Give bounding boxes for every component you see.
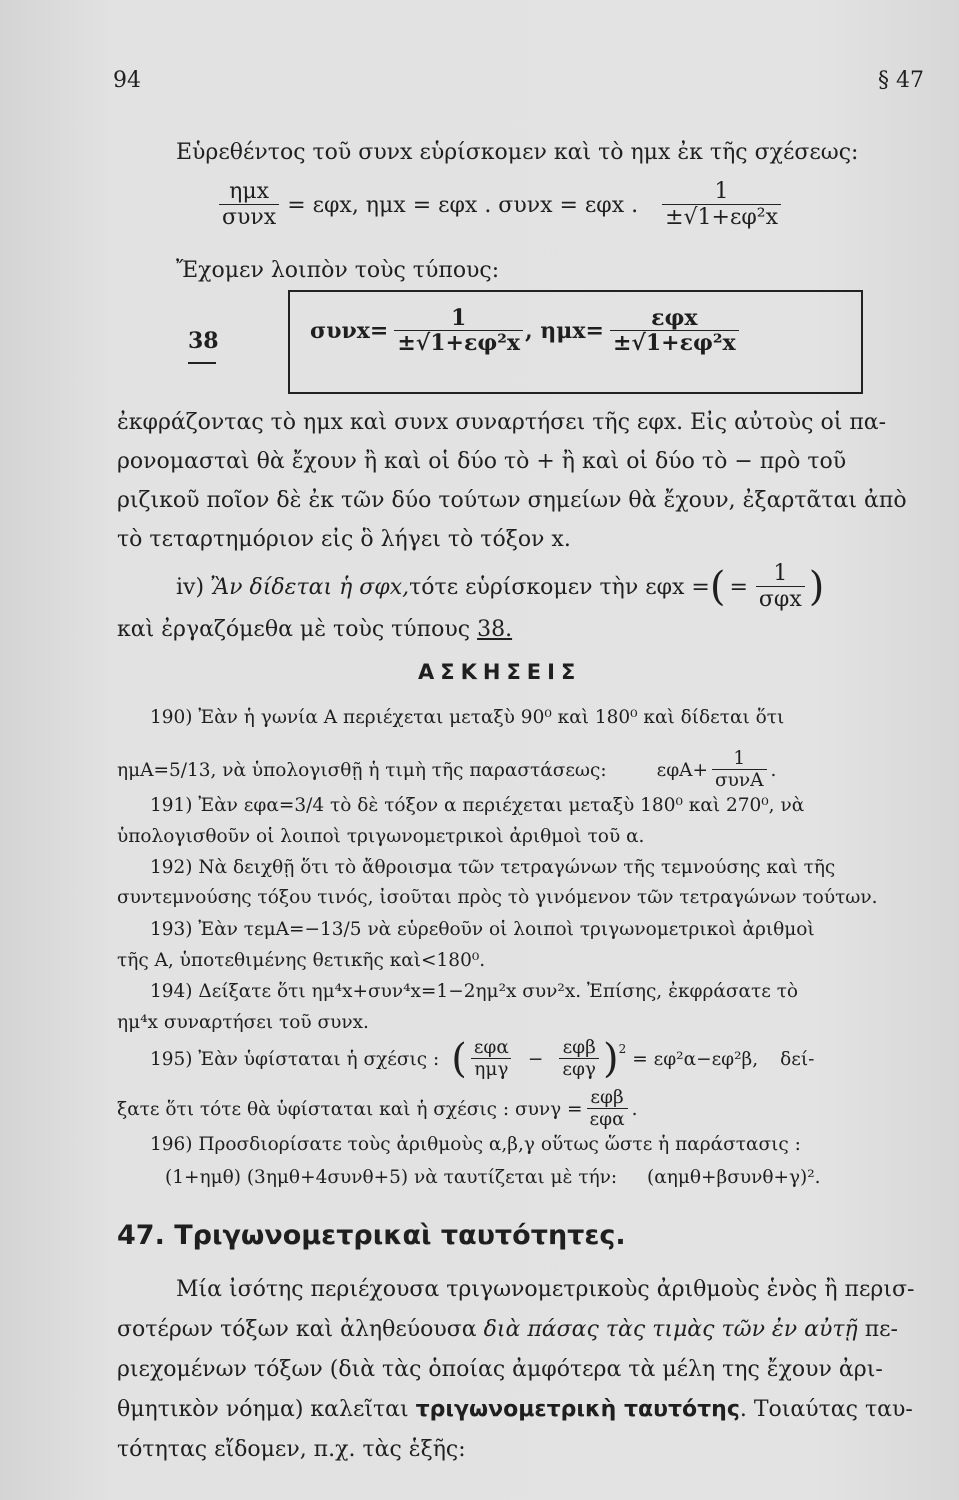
fraction-denominator: ±√1+εφ²x bbox=[394, 330, 523, 356]
section-paragraph-line: τότητας εἴδομεν, π.χ. τὰς ἑξῆς: bbox=[117, 1437, 466, 1462]
exercise-190-line1: 190) Ἐὰν ἡ γωνία Α περιέχεται μεταξὺ 90⁰ καὶ 180⁰ καὶ δίδεται ὅτι bbox=[150, 707, 785, 728]
cos-fraction bbox=[394, 306, 523, 356]
section-paragraph-line: Μία ἰσότης περιέχουσα τριγωνομετρικοὺς ἀριθμοὺς ἑνὸς ἢ περισ- bbox=[176, 1277, 915, 1302]
exercise-text: ξατε ὅτι τότε θὰ ὑφίσταται καὶ ἡ σχέσις : συνγ = bbox=[117, 1098, 583, 1120]
fraction-numerator: ημx bbox=[229, 179, 270, 204]
exercise-195-line2 bbox=[117, 1088, 637, 1131]
fraction-numerator: εφβ bbox=[562, 1037, 596, 1058]
formula-number-text: 38 bbox=[188, 328, 219, 354]
exercise-191-line2: ὑπολογισθοῦν οἱ λοιποὶ τριγωνομετρικοὶ ἀριθμοὶ τοῦ α. bbox=[117, 826, 645, 847]
exercise-rhs: = εφ²α−εφ²β, bbox=[632, 1048, 759, 1070]
section-heading: 47. Τριγωνομετρικαὶ ταυτότητες. bbox=[117, 1220, 626, 1251]
case-text: τότε εὑρίσκομεν τὴν εφx = bbox=[409, 574, 710, 600]
open-paren: ( bbox=[709, 564, 726, 611]
exercise-rhs: (αημθ+βσυνθ+γ)². bbox=[647, 1167, 821, 1188]
exercise-196-line1: 196) Προσδιορίσατε τοὺς ἀριθμοὺς α,β,γ οὕτως ὥστε ἡ παράστασις : bbox=[150, 1134, 801, 1155]
exercise-193-line2: τῆς Α, ὑποτεθιμένης θετικῆς καὶ<180⁰. bbox=[117, 950, 486, 971]
exercise-194-line1: 194) Δείξατε ὅτι ημ⁴x+συν⁴x=1−2ημ²x συν²x. Ἐπίσης, ἐκφράσατε τὸ bbox=[150, 981, 799, 1002]
exercise-193-line1: 193) Ἐὰν τεμΑ=−13/5 νὰ εὑρεθοῦν οἱ λοιποὶ τριγωνομετρικοὶ ἀριθμοὶ bbox=[150, 919, 815, 940]
intro-line: Εὑρεθέντος τοῦ συνx εὑρίσκομεν καὶ τὸ ημx ἐκ τῆς σχέσεως: bbox=[176, 140, 859, 165]
paragraph-line: ἐκφράζοντας τὸ ημx καὶ συνx συναρτήσει τῆς εφx. Εἰς αὐτοὺς οἱ πα- bbox=[117, 410, 887, 435]
fraction-numerator: 1 bbox=[733, 748, 746, 769]
formula-number bbox=[188, 328, 219, 364]
close-paren: ) bbox=[808, 564, 825, 611]
exercise-fraction bbox=[559, 1038, 599, 1081]
fraction-numerator: 1 bbox=[714, 179, 729, 204]
exercise-194-line2: ημ⁴x συναρτήσει τοῦ συνx. bbox=[117, 1012, 369, 1033]
case-label: iv) bbox=[176, 574, 205, 600]
fraction-denominator: συνx bbox=[219, 204, 279, 230]
exercises-heading: ΑΣΚΗΣΕΙΣ bbox=[418, 660, 582, 684]
fraction-numerator: εφx bbox=[651, 305, 698, 331]
exercise-text: 195) Ἐὰν ὑφίσταται ἡ σχέσις : bbox=[150, 1048, 440, 1070]
formula-box bbox=[288, 290, 863, 394]
fraction-numerator: 1 bbox=[773, 561, 788, 586]
root-fraction bbox=[662, 180, 781, 230]
formula-number-dash bbox=[188, 362, 216, 364]
exercise-190-line2 bbox=[117, 749, 776, 792]
bold-term: τριγωνομετρικὴ ταυτότης bbox=[415, 1397, 740, 1422]
exercise-192-line2: συντεμνούσης τόξου τινός, ἰσοῦται πρὸς τὸ γινόμενον τῶν τετραγώνων τούτων. bbox=[117, 887, 878, 908]
fraction-denominator: εφγ bbox=[559, 1058, 599, 1080]
section-paragraph-line: ριεχομένων τόξων (διὰ τὰς ὁποίας ἀμφότερα τὰ μέλη της ἔχουν ἀρι- bbox=[117, 1357, 883, 1382]
section-paragraph-line bbox=[117, 1317, 898, 1342]
equals-sign: = bbox=[729, 574, 748, 600]
open-paren: ( bbox=[451, 1036, 467, 1083]
cot-fraction bbox=[756, 562, 805, 612]
hyphenated-word: δεί- bbox=[780, 1048, 815, 1070]
exercise-expression: εφΑ+ bbox=[656, 759, 709, 781]
exercise-196-line2 bbox=[165, 1167, 821, 1188]
fraction-denominator: ±√1+εφ²x bbox=[662, 204, 781, 230]
exercise-191-line1: 191) Ἐὰν εφα=3/4 τὸ δὲ τόξον α περιέχεται μεταξὺ 180⁰ καὶ 270⁰, νὰ bbox=[150, 795, 805, 816]
text: πε- bbox=[857, 1317, 898, 1342]
equation-middle: = εφx, ημx = εφx . συνx = εφx . bbox=[287, 192, 639, 218]
intro-line-2: Ἔχομεν λοιπὸν τοὺς τύπους: bbox=[176, 258, 500, 283]
fraction-numerator: εφβ bbox=[590, 1087, 624, 1108]
fraction-denominator: συνΑ bbox=[712, 769, 766, 791]
paragraph-line: ρονομασταὶ θὰ ἔχουν ἢ καὶ οἱ δύο τὸ + ἢ καὶ οἱ δύο τὸ − πρὸ τοῦ bbox=[117, 449, 847, 474]
exponent: 2 bbox=[618, 1042, 627, 1056]
exercise-expression: (1+ημθ) (3ημθ+4συνθ+5) νὰ ταυτίζεται μὲ τήν: bbox=[165, 1167, 618, 1188]
text: θμητικὸν νόημα) καλεῖται bbox=[117, 1397, 416, 1422]
section-reference: § 47 bbox=[878, 68, 924, 93]
text: σοτέρων τόξων καὶ ἀληθεύουσα bbox=[117, 1317, 484, 1342]
page-number: 94 bbox=[113, 68, 141, 93]
exercise-fraction bbox=[587, 1088, 628, 1131]
case-italic: Ἂν δίδεται ἡ σφx, bbox=[210, 574, 410, 600]
text: . Τοιαύτας ταυ- bbox=[739, 1397, 913, 1422]
fraction-denominator: ±√1+εφ²x bbox=[610, 330, 739, 356]
exercise-195-line1 bbox=[150, 1038, 814, 1081]
formula-ref: 38. bbox=[477, 617, 513, 642]
period: . bbox=[770, 759, 777, 781]
intro-equation bbox=[215, 180, 785, 230]
period: . bbox=[631, 1098, 638, 1120]
sin-lhs: , ημx= bbox=[524, 318, 604, 345]
close-paren: ) bbox=[603, 1036, 619, 1083]
formula-38-content bbox=[310, 306, 741, 356]
fraction-denominator: εφα bbox=[587, 1108, 628, 1130]
case-line2-text: καὶ ἐργαζόμεθα μὲ τοὺς τύπους bbox=[117, 617, 478, 642]
exercise-192-line1: 192) Νὰ δειχθῇ ὅτι τὸ ἄθροισμα τῶν τετραγώνων τῆς τεμνούσης καὶ τῆς bbox=[150, 857, 836, 878]
minus-sign: − bbox=[527, 1048, 544, 1070]
fraction-numerator: εφα bbox=[473, 1037, 509, 1058]
case-iv bbox=[176, 562, 824, 612]
fraction-numerator: 1 bbox=[450, 305, 467, 331]
paragraph-line: ριζικοῦ ποῖον δὲ ἐκ τῶν δύο τούτων σημείων θὰ ἔχουν, ἐξαρτᾶται ἀπὸ bbox=[117, 488, 907, 513]
fraction-denominator: σφx bbox=[756, 586, 805, 612]
paragraph-line: τὸ τεταρτημόριον εἰς ὃ λήγει τὸ τόξον x. bbox=[117, 527, 571, 552]
fraction-denominator: ημγ bbox=[471, 1058, 511, 1080]
cos-lhs: συνx= bbox=[310, 318, 389, 345]
case-iv-line-2 bbox=[117, 617, 512, 642]
exercise-text: ημΑ=5/13, νὰ ὑπολογισθῇ ἡ τιμὴ τῆς παραστάσεως: bbox=[117, 759, 607, 781]
eta-over-syn-fraction bbox=[219, 180, 279, 230]
exercise-fraction bbox=[712, 749, 766, 792]
italic-text: διὰ πάσας τὰς τιμὰς τῶν ἐν αὐτῇ bbox=[483, 1317, 858, 1342]
sin-fraction bbox=[610, 306, 739, 356]
section-paragraph-line bbox=[117, 1397, 913, 1422]
exercise-fraction bbox=[471, 1038, 512, 1081]
